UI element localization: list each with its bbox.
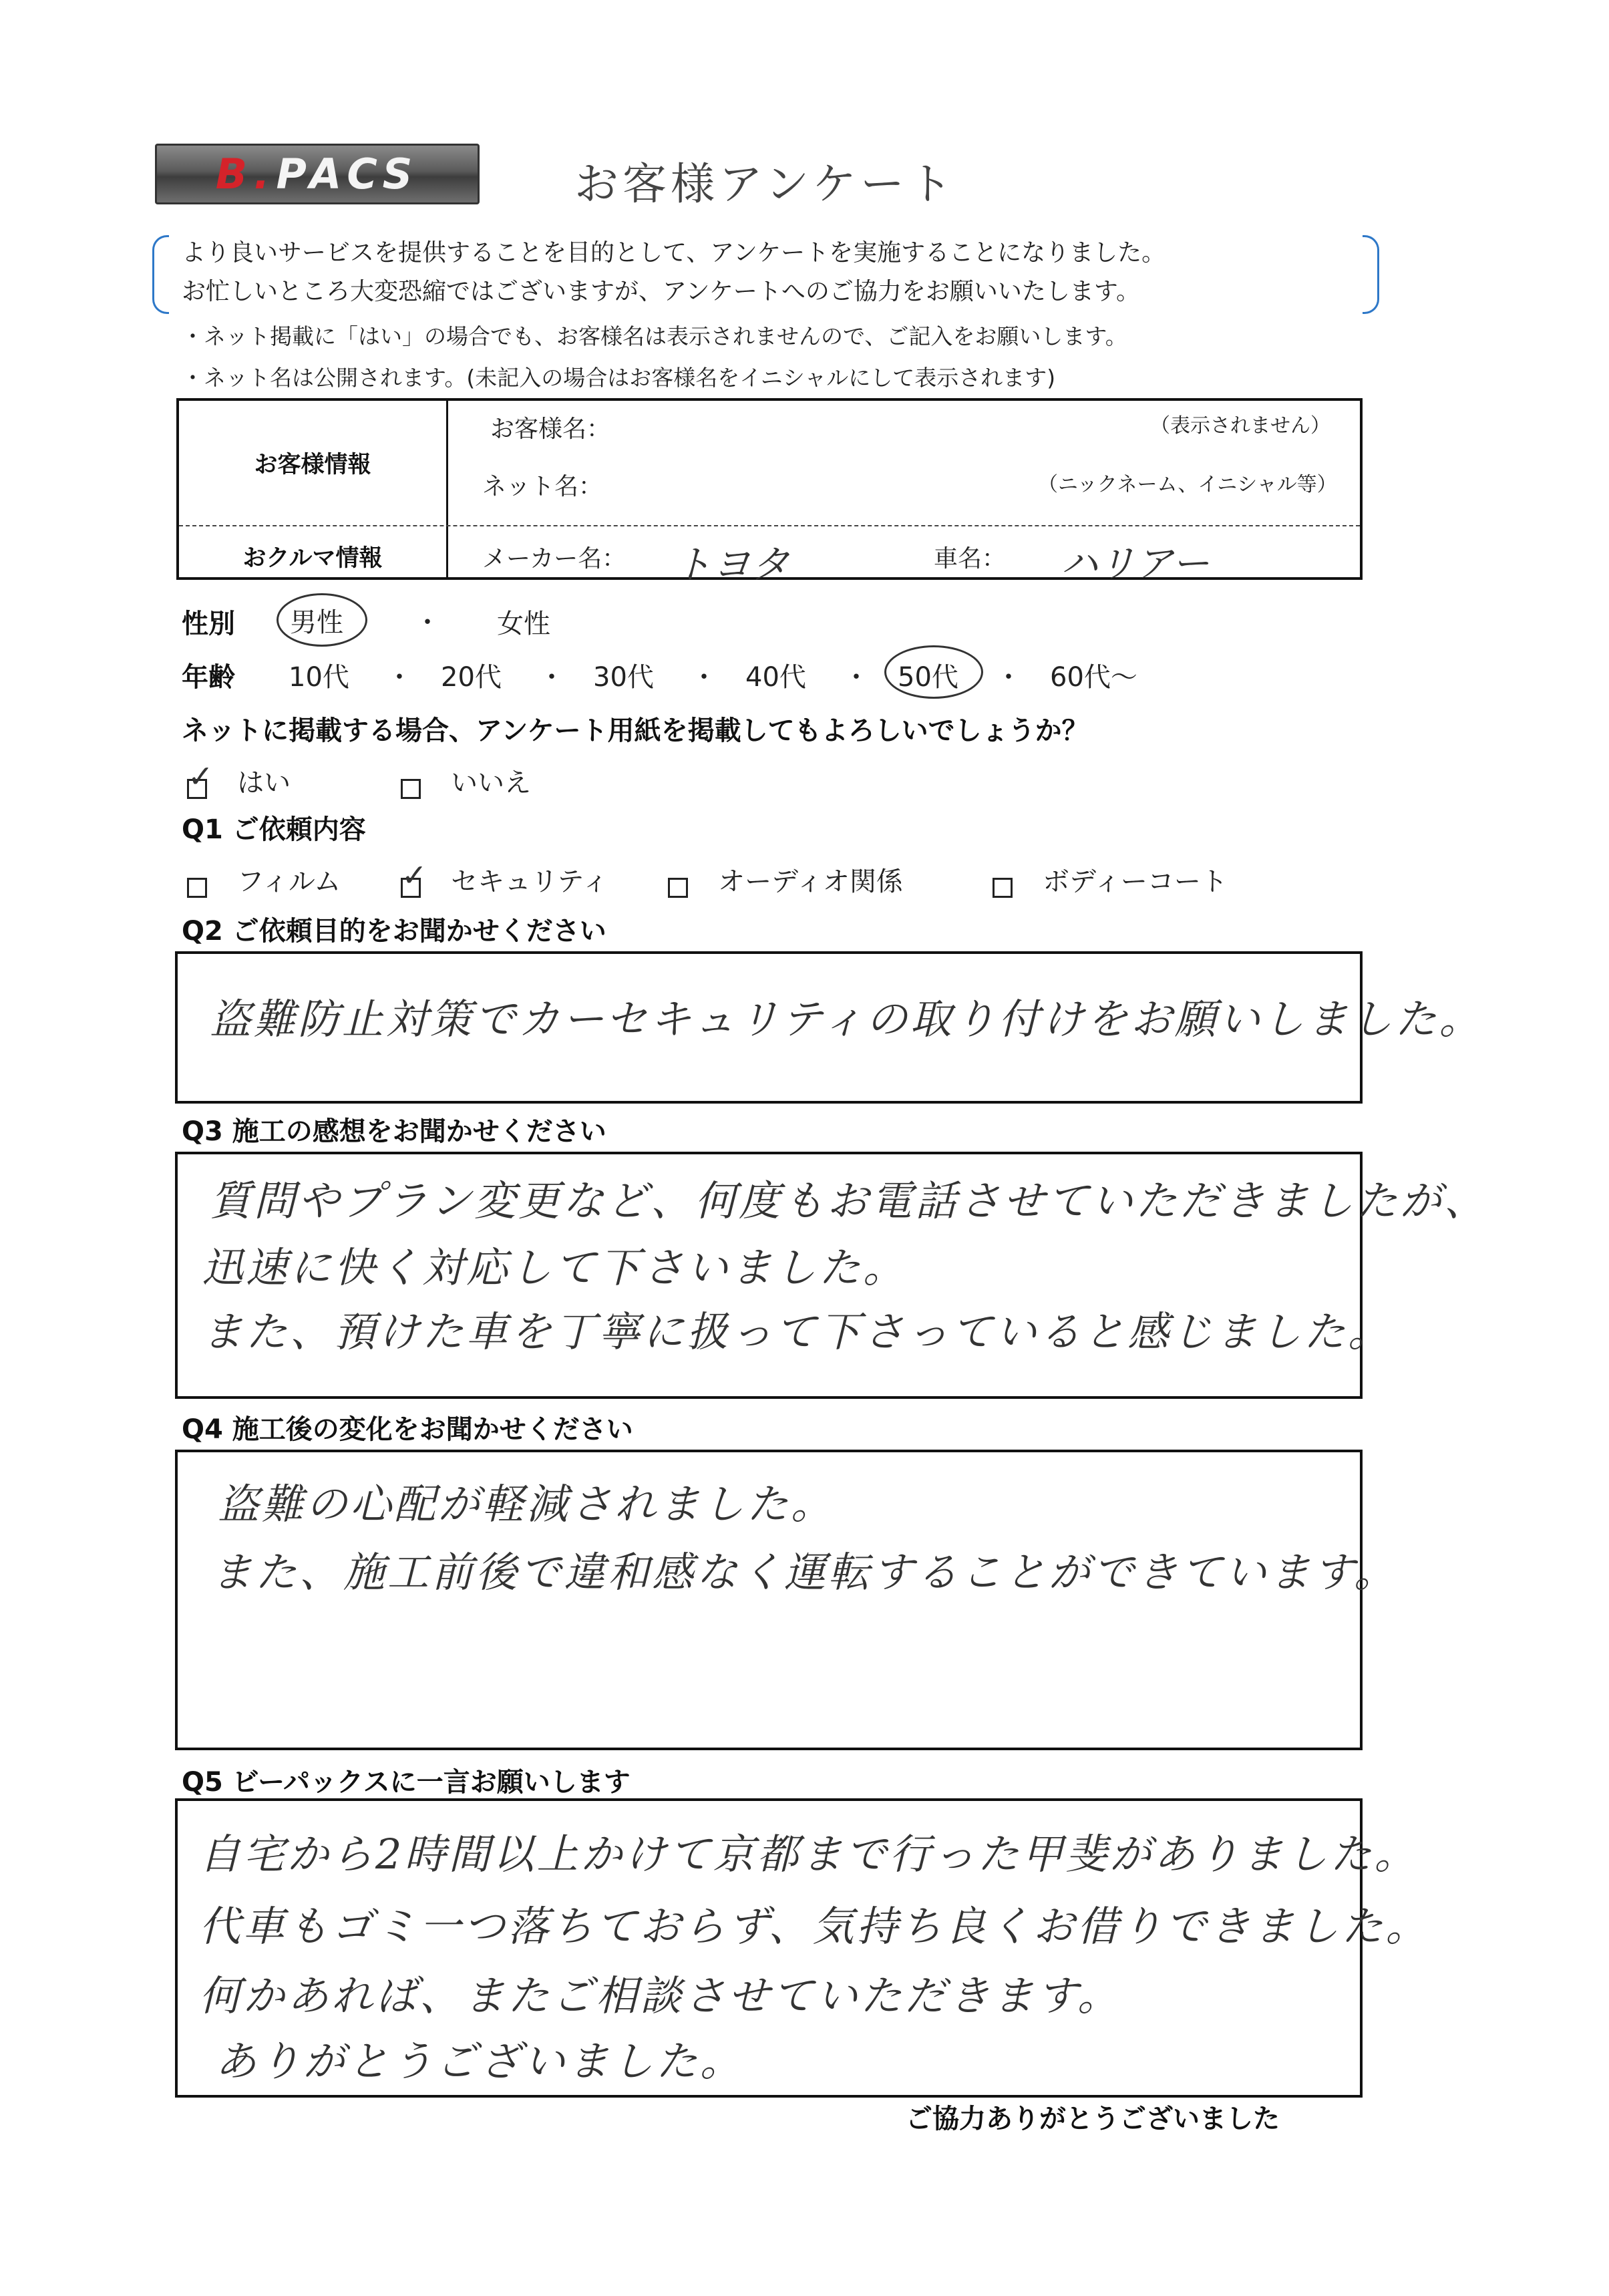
publish-no-label: いいえ [451, 768, 532, 798]
q5-title: Q5 ビーパックスに一言お願いします [182, 1767, 631, 1798]
customer-name-label: お客様名： [490, 416, 611, 443]
publish-yes-option[interactable] [187, 762, 291, 800]
intro-line-1: より良いサービスを提供することを目的として、アンケートを実施することになりました。 [182, 239, 1166, 267]
car-name-value: ハリアー [1061, 542, 1210, 586]
q1-film-label: フィルム [237, 866, 341, 897]
gender-male[interactable]: 男性 [290, 607, 343, 638]
q3-answer-box[interactable] [175, 1152, 1489, 1399]
right-bracket [1363, 235, 1379, 314]
customer-info-label: お客様情報 [254, 452, 371, 478]
q4-answer-line: また、施工前後で違和感なく運転することができています。 [211, 1548, 1399, 1597]
age-separator: ・ [843, 662, 870, 693]
q1-bodycoat-checkbox[interactable] [993, 878, 1013, 898]
q4-answer-box[interactable] [175, 1450, 1399, 1750]
q1-security-label: セキュリティ [451, 866, 609, 897]
age-option-30[interactable]: 30代 [593, 662, 654, 693]
q2-answer-line: 盗難防止対策でカーセキュリティの取り付けをお願いしました。 [210, 995, 1483, 1043]
q1-security-checkbox[interactable] [401, 878, 421, 898]
age-option-50[interactable]: 50代 [898, 662, 958, 693]
age-separator: ・ [995, 662, 1022, 693]
note-line-1: ・ネット掲載に「はい」の場合でも、お客様名は表示されませんので、ご記入をお願いします。 [182, 323, 1127, 349]
q5-answer-line: 代車もゴミ一つ落ちておらず、気持ち良くお借りできました。 [199, 1902, 1430, 1951]
q2-title: Q2 ご依頼目的をお聞かせください [182, 916, 606, 947]
age-separator: ・ [538, 662, 565, 693]
q5-answer-line: ありがとうございました。 [215, 2037, 745, 2086]
q4-title: Q4 施工後の変化をお聞かせください [182, 1414, 633, 1445]
age-separator: ・ [691, 662, 717, 693]
maker-label: メーカー名： [482, 545, 627, 572]
q5-answer-box[interactable] [175, 1798, 1430, 2098]
maker-value: トヨタ [673, 542, 790, 587]
car-name-label: 車名： [934, 545, 1007, 572]
age-option-40[interactable]: 40代 [745, 662, 806, 693]
publish-yes-label: はい [237, 768, 291, 798]
q1-option-bodycoat[interactable] [993, 860, 1228, 898]
q3-title: Q3 施工の感想をお聞かせください [182, 1116, 606, 1147]
q3-answer-line: また、預けた車を丁寧に扱って下さっていると感じました。 [202, 1307, 1393, 1356]
gender-label: 性別 [182, 609, 235, 639]
q1-option-security[interactable] [401, 860, 608, 898]
net-name-label: ネット名： [482, 473, 603, 500]
q1-film-checkbox[interactable] [187, 878, 207, 898]
page-title: お客様アンケート [574, 158, 957, 210]
customer-info-table [176, 398, 1363, 587]
publish-question: ネットに掲載する場合、アンケート用紙を掲載してもよろしいでしょうか？ [182, 715, 1089, 746]
car-info-label: おクルマ情報 [242, 545, 383, 572]
note-line-2: ・ネット名は公開されます。(未記入の場合はお客様名をイニシャルにして表示されます) [182, 365, 1056, 391]
gender-separator: ・ [414, 607, 441, 638]
publish-no-checkbox[interactable] [401, 779, 421, 799]
q1-option-film[interactable] [187, 860, 341, 898]
q1-title: Q1 ご依頼内容 [182, 814, 366, 845]
gender-female[interactable]: 女性 [497, 609, 550, 639]
thanks-footer: ご協力ありがとうございました [906, 2104, 1280, 2134]
net-name-note: （ニックネーム、イニシャル等） [1038, 473, 1337, 496]
q1-option-audio[interactable] [668, 860, 903, 898]
bpacs-logo: B. PACS [155, 144, 480, 204]
age-label: 年齢 [182, 662, 235, 693]
q5-answer-line: 自宅から2時間以上かけて京都まで行った甲斐がありました。 [199, 1830, 1419, 1878]
publish-no-option[interactable] [401, 762, 531, 800]
q1-audio-label: オーディオ関係 [718, 866, 903, 897]
age-separator: ・ [386, 662, 413, 693]
left-bracket [152, 235, 169, 314]
intro-line-2: お忙しいところ大変恐縮ではございますが、アンケートへのご協力をお願いいたします。 [182, 278, 1140, 305]
age-option-60[interactable]: 60代〜 [1050, 662, 1137, 693]
q1-bodycoat-label: ボディーコート [1043, 866, 1228, 897]
q2-answer-box[interactable] [175, 951, 1483, 1104]
q4-answer-line: 盗難の心配が軽減されました。 [218, 1480, 836, 1528]
q3-answer-line: 質問やプラン変更など、何度もお電話させていただきましたが、 [210, 1176, 1489, 1225]
publish-yes-checkbox[interactable] [187, 779, 207, 799]
age-option-10[interactable]: 10代 [289, 662, 349, 693]
age-option-20[interactable]: 20代 [441, 662, 502, 693]
q1-audio-checkbox[interactable] [668, 878, 688, 898]
q5-answer-line: 何かあれば、またご相談させていただきます。 [199, 1971, 1122, 2020]
customer-name-note: （表示されません） [1150, 414, 1330, 438]
q3-answer-line: 迅速に快く対応して下さいました。 [202, 1243, 908, 1292]
